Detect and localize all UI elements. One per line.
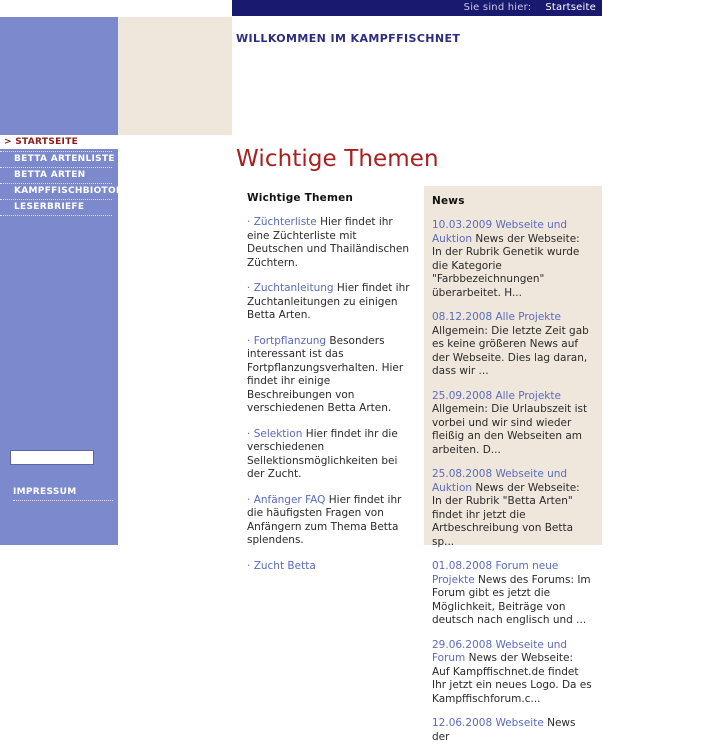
- news-item-body: News der Webseite: In der Rubrik Genetik wurde die Kategorie "Farbbezeichnungen" überarbeitet. H...: [432, 232, 580, 299]
- breadcrumb-bar: [232, 0, 602, 16]
- page-title: Wichtige Themen: [236, 146, 439, 172]
- news-item-headline[interactable]: 08.12.2008 Alle Projekte: [432, 311, 561, 323]
- news-item-body: News der Webseite: Auf Kampffischnet.de findet Ihr jetzt ein neues Logo. Da es Kampffischforum.c...: [432, 652, 592, 705]
- sidebar: [0, 135, 130, 545]
- topics-column: [247, 192, 415, 585]
- sidebar-item-leserbriefe[interactable]: LESERBRIEFE: [0, 200, 112, 216]
- news-item: [432, 560, 592, 628]
- news-item-body: News der Webseite: In der Rubrik "Betta Arten" findet ihr jetzt die Artbeschreibung von Betta sp...: [432, 481, 580, 548]
- breadcrumb: [464, 2, 596, 13]
- news-item-headline[interactable]: 10.03.2009 Webseite und Auktion: [432, 219, 568, 245]
- welcome-title: WILLKOMMEN IM KAMPFFISCHNET: [236, 32, 461, 45]
- topic-link-selektion[interactable]: Selektion: [253, 427, 303, 440]
- topic-link-anfaenger-faq[interactable]: Anfänger FAQ: [253, 493, 326, 506]
- topic-item: [247, 560, 415, 574]
- sidebar-item-kampffischbiotope[interactable]: KAMPFFISCHBIOTOPE: [0, 184, 112, 200]
- news-item-body: Allgemein: Die letzte Zeit gab es keine größeren News auf der Webseite. Dies lag daran, dass wir ...: [432, 324, 589, 377]
- breadcrumb-label: Sie sind hier:: [463, 2, 532, 13]
- topic-item: [247, 335, 415, 416]
- header-purple-block: [0, 17, 118, 135]
- breadcrumb-link-startseite[interactable]: Startseite: [545, 2, 596, 13]
- news-item: [432, 311, 592, 379]
- news-item: [432, 219, 592, 300]
- news-item-headline[interactable]: 25.09.2008 Alle Projekte: [432, 389, 561, 402]
- news-item-body: News der: [432, 717, 576, 743]
- topic-bullet: ·: [247, 216, 254, 228]
- news-item-headline[interactable]: 29.06.2008 Webseite und Forum: [432, 638, 568, 664]
- topic-text: Besonders interessant ist das Fortpflanzungsverhalten. Hier findet ihr einige Beschreibungen von verschiedenen Betta Arten.: [247, 334, 404, 414]
- topic-bullet: ·: [247, 559, 254, 572]
- topic-text: Hier findet ihr die häufigsten Fragen von Anfängern zum Thema Betta splendens.: [247, 493, 402, 546]
- topic-item: [247, 282, 415, 323]
- sidebar-nav-list: [0, 151, 130, 216]
- sidebar-item-startseite[interactable]: > STARTSEITE: [0, 135, 118, 149]
- topic-bullet: ·: [247, 427, 254, 440]
- topic-bullet: ·: [247, 493, 254, 506]
- topic-text: Hier findet ihr Zuchtanleitungen zu einigen Betta Arten.: [247, 282, 410, 321]
- news-item-headline[interactable]: 25.08.2008 Webseite und Auktion: [432, 468, 568, 494]
- topic-bullet: ·: [247, 282, 254, 294]
- sidebar-item-impressum[interactable]: IMPRESSUM: [13, 487, 113, 501]
- search-input[interactable]: [10, 450, 94, 465]
- topics-column-title: Wichtige Themen: [247, 192, 354, 204]
- topic-bullet: ·: [247, 334, 254, 347]
- news-item-body: News des Forums: Im Forum gibt es jetzt die Möglichkeit, Beiträge von deutsch nach englisch und ...: [432, 573, 591, 626]
- news-item: [432, 717, 592, 744]
- news-item-headline[interactable]: 01.08.2008 Forum neue Projekte: [432, 560, 559, 586]
- news-item: [432, 468, 592, 549]
- header-beige-block: [118, 17, 232, 135]
- topic-link-zuchtanleitung[interactable]: Zuchtanleitung: [253, 282, 334, 294]
- topic-link-zucht-betta[interactable]: Zucht Betta: [253, 559, 316, 572]
- news-item: [432, 639, 592, 707]
- topic-item: [247, 428, 415, 482]
- sidebar-item-betta-artenliste[interactable]: BETTA ARTENLISTE: [0, 151, 112, 168]
- sidebar-item-betta-arten[interactable]: BETTA ARTEN: [0, 168, 112, 184]
- news-item: [432, 390, 592, 458]
- topic-link-zuechterliste[interactable]: Züchterliste: [253, 216, 317, 228]
- topic-item: [247, 494, 415, 548]
- topic-text: Hier findet ihr die verschiedenen Sellektionsmöglichkeiten bei der Zucht.: [247, 427, 398, 480]
- news-item-body: Allgemein: Die Urlaubszeit ist vorbei und wir sind wieder fleißig an den Webseiten am arbeiten. D...: [432, 403, 588, 456]
- topic-text: Hier findet ihr eine Züchterliste mit Deutschen und Thailändischen Züchtern.: [247, 216, 410, 269]
- topic-link-fortpflanzung[interactable]: Fortpflanzung: [253, 334, 327, 347]
- news-column-title: News: [432, 195, 465, 207]
- news-column: [424, 186, 602, 743]
- news-item-headline[interactable]: 12.06.2008 Webseite: [432, 717, 544, 729]
- topic-item: [247, 216, 415, 270]
